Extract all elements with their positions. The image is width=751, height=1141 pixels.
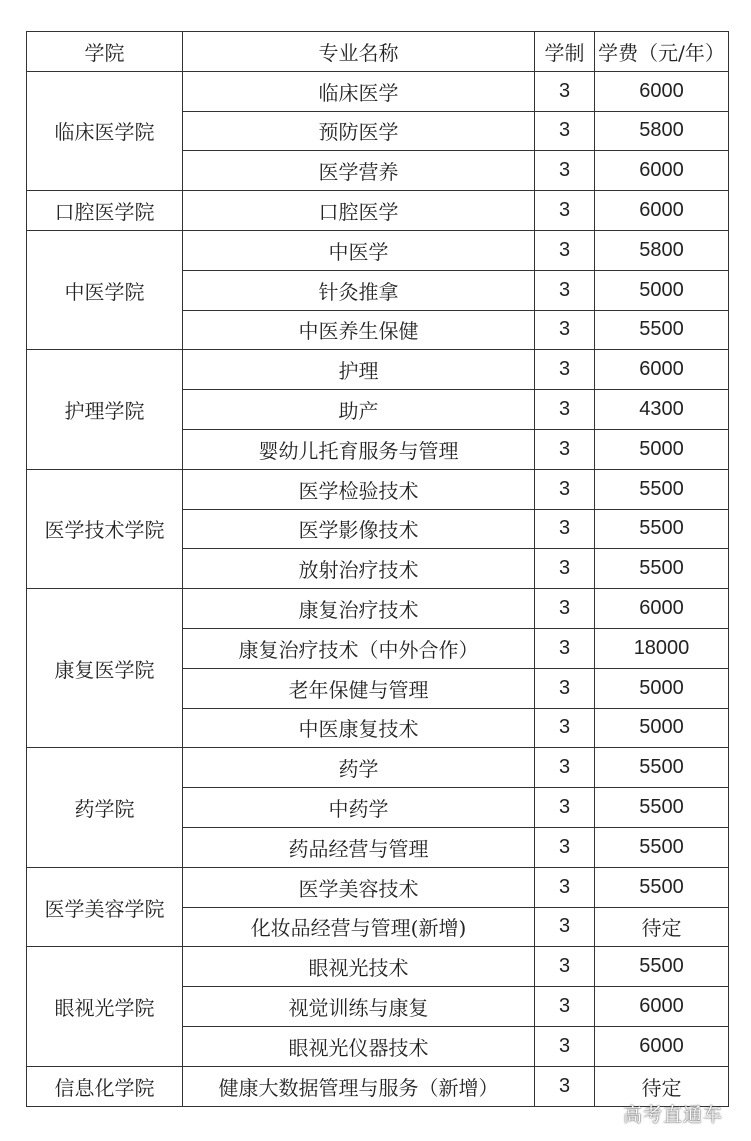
major-name-cell: 放射治疗技术 <box>183 549 535 589</box>
college-name-cell: 中医学院 <box>27 230 183 349</box>
duration-cell: 3 <box>535 907 595 947</box>
tuition-cell: 5500 <box>595 310 729 350</box>
tuition-cell: 6000 <box>595 987 729 1027</box>
major-name-cell: 药品经营与管理 <box>183 827 535 867</box>
tuition-cell: 5500 <box>595 748 729 788</box>
major-name-cell: 护理 <box>183 350 535 390</box>
duration-cell: 3 <box>535 71 595 111</box>
tuition-cell: 5000 <box>595 429 729 469</box>
tuition-cell: 5500 <box>595 549 729 589</box>
college-name-cell: 眼视光学院 <box>27 947 183 1066</box>
major-name-cell: 助产 <box>183 390 535 430</box>
tuition-cell: 6000 <box>595 191 729 231</box>
duration-cell: 3 <box>535 1026 595 1066</box>
tuition-cell: 5800 <box>595 230 729 270</box>
table-body <box>27 71 729 1106</box>
major-name-cell: 药学 <box>183 748 535 788</box>
college-name-cell: 护理学院 <box>27 350 183 469</box>
tuition-cell: 6000 <box>595 589 729 629</box>
duration-cell: 3 <box>535 827 595 867</box>
college-name-cell: 医学技术学院 <box>27 469 183 588</box>
tuition-cell: 5800 <box>595 111 729 151</box>
tuition-cell: 6000 <box>595 151 729 191</box>
tuition-cell: 5500 <box>595 469 729 509</box>
major-name-cell: 医学美容技术 <box>183 867 535 907</box>
major-name-cell: 中医康复技术 <box>183 708 535 748</box>
major-name-cell: 视觉训练与康复 <box>183 987 535 1027</box>
table-row <box>27 350 729 390</box>
tuition-cell: 5500 <box>595 947 729 987</box>
duration-cell: 3 <box>535 230 595 270</box>
duration-cell: 3 <box>535 549 595 589</box>
tuition-cell: 待定 <box>595 907 729 947</box>
header-row <box>27 32 729 72</box>
table-row <box>27 867 729 907</box>
major-name-cell: 健康大数据管理与服务（新增） <box>183 1066 535 1106</box>
major-name-cell: 康复治疗技术（中外合作） <box>183 628 535 668</box>
major-name-cell: 康复治疗技术 <box>183 589 535 629</box>
table-header <box>27 32 729 72</box>
major-name-cell: 医学检验技术 <box>183 469 535 509</box>
major-name-cell: 医学影像技术 <box>183 509 535 549</box>
header-tuition: 学费（元/年） <box>595 32 729 72</box>
watermark-text: 高考直通车 <box>622 1104 723 1126</box>
table-row <box>27 947 729 987</box>
major-name-cell: 临床医学 <box>183 71 535 111</box>
duration-cell: 3 <box>535 947 595 987</box>
table-row <box>27 191 729 231</box>
duration-cell: 3 <box>535 708 595 748</box>
tuition-cell: 4300 <box>595 390 729 430</box>
major-name-cell: 医学营养 <box>183 151 535 191</box>
major-name-cell: 中药学 <box>183 788 535 828</box>
college-name-cell: 信息化学院 <box>27 1066 183 1106</box>
duration-cell: 3 <box>535 350 595 390</box>
duration-cell: 3 <box>535 191 595 231</box>
header-college: 学院 <box>27 32 183 72</box>
duration-cell: 3 <box>535 111 595 151</box>
duration-cell: 3 <box>535 748 595 788</box>
header-duration: 学制 <box>535 32 595 72</box>
tuition-cell: 5000 <box>595 668 729 708</box>
duration-cell: 3 <box>535 867 595 907</box>
tuition-cell: 6000 <box>595 71 729 111</box>
major-name-cell: 中医学 <box>183 230 535 270</box>
major-name-cell: 针灸推拿 <box>183 270 535 310</box>
tuition-cell: 6000 <box>595 350 729 390</box>
major-name-cell: 口腔医学 <box>183 191 535 231</box>
duration-cell: 3 <box>535 509 595 549</box>
college-name-cell: 临床医学院 <box>27 71 183 190</box>
duration-cell: 3 <box>535 390 595 430</box>
major-name-cell: 眼视光技术 <box>183 947 535 987</box>
table-row <box>27 469 729 509</box>
duration-cell: 3 <box>535 429 595 469</box>
tuition-cell: 5000 <box>595 270 729 310</box>
major-name-cell: 老年保健与管理 <box>183 668 535 708</box>
duration-cell: 3 <box>535 788 595 828</box>
duration-cell: 3 <box>535 987 595 1027</box>
duration-cell: 3 <box>535 589 595 629</box>
tuition-cell: 5500 <box>595 788 729 828</box>
tuition-cell: 18000 <box>595 628 729 668</box>
duration-cell: 3 <box>535 1066 595 1106</box>
tuition-cell: 5500 <box>595 509 729 549</box>
tuition-cell: 5500 <box>595 827 729 867</box>
table-row <box>27 748 729 788</box>
major-name-cell: 眼视光仪器技术 <box>183 1026 535 1066</box>
duration-cell: 3 <box>535 668 595 708</box>
table-row <box>27 230 729 270</box>
header-major: 专业名称 <box>183 32 535 72</box>
major-name-cell: 婴幼儿托育服务与管理 <box>183 429 535 469</box>
major-name-cell: 化妆品经营与管理(新增) <box>183 907 535 947</box>
major-name-cell: 预防医学 <box>183 111 535 151</box>
tuition-cell: 5000 <box>595 708 729 748</box>
tuition-fee-table <box>26 31 729 1107</box>
table-row <box>27 71 729 111</box>
duration-cell: 3 <box>535 628 595 668</box>
duration-cell: 3 <box>535 469 595 509</box>
college-name-cell: 口腔医学院 <box>27 191 183 231</box>
table-row <box>27 589 729 629</box>
duration-cell: 3 <box>535 270 595 310</box>
duration-cell: 3 <box>535 310 595 350</box>
tuition-cell: 待定 <box>595 1066 729 1106</box>
college-name-cell: 医学美容学院 <box>27 867 183 947</box>
tuition-cell: 6000 <box>595 1026 729 1066</box>
college-name-cell: 药学院 <box>27 748 183 867</box>
tuition-cell: 5500 <box>595 867 729 907</box>
college-name-cell: 康复医学院 <box>27 589 183 748</box>
duration-cell: 3 <box>535 151 595 191</box>
major-name-cell: 中医养生保健 <box>183 310 535 350</box>
